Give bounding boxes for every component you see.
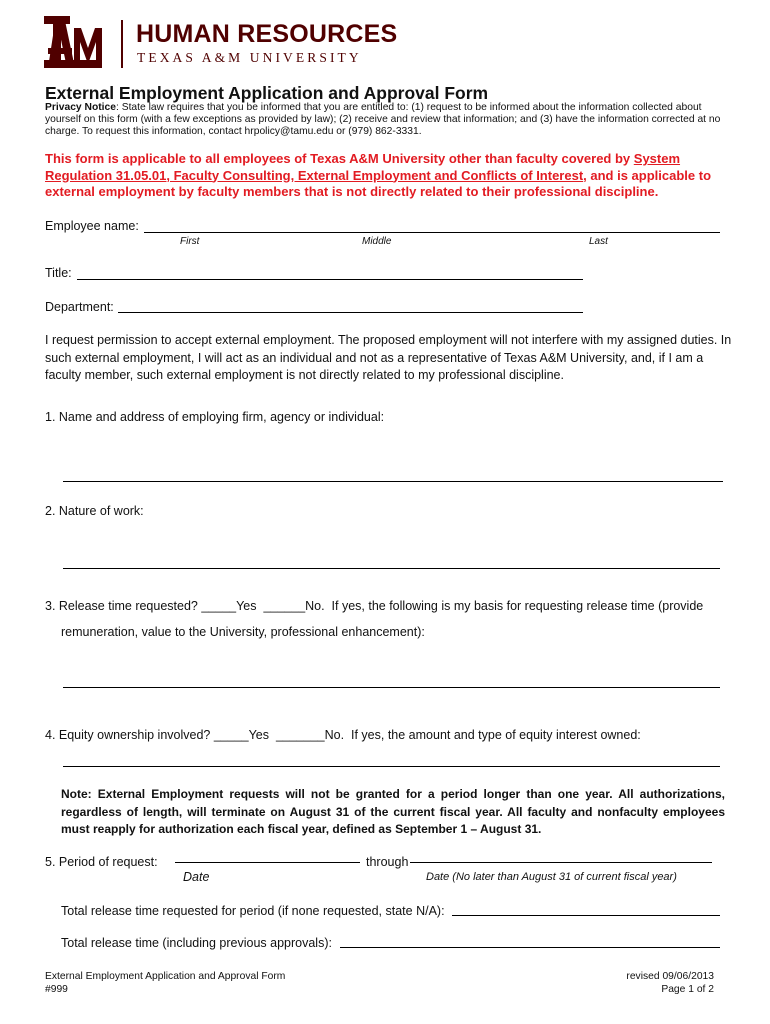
total-release-label: Total release time requested for period (if none requested, state N/A): <box>61 904 445 918</box>
org-subtitle: TEXAS A&M UNIVERSITY <box>137 50 362 65</box>
header-divider <box>121 20 123 68</box>
form-title: External Employment Application and Approval Form <box>45 83 489 103</box>
end-date-caption: Date (No later than August 31 of current fiscal year) <box>426 871 677 883</box>
question-4-label: 4. Equity ownership involved? _____Yes _______No. If yes, the amount and type of equity interest owned: <box>45 728 641 742</box>
footer-right <box>626 971 714 996</box>
question-4-field[interactable] <box>63 766 720 767</box>
employee-name-field[interactable] <box>144 232 720 233</box>
employee-name-label: Employee name: <box>45 219 139 233</box>
footer-form-name: External Employment Application and Approval Form <box>45 971 286 982</box>
period-start-field[interactable] <box>175 862 360 863</box>
footer-left <box>45 971 285 996</box>
footer-form-number: #999 <box>45 983 68 995</box>
middle-name-caption: Middle <box>362 236 392 247</box>
privacy-text: : State law requires that you be informed that you are entitled to: (1) request to be informed about the information collected about yourself on this form (with a few exceptions as provided by law); (2) receive and review that information; and (3) have the information corrected at no charge. To request this information, contact hrpolicy@tamu.edu or (979) 862-3331. <box>45 102 721 138</box>
question-2-field[interactable] <box>63 568 720 569</box>
atm-logo-icon <box>42 14 104 70</box>
applicability-pre: This form is applicable to all employees of Texas A&M University other than faculty covered by <box>45 151 634 166</box>
period-end-field[interactable] <box>410 862 712 863</box>
question-3-continued: remuneration, value to the University, professional enhancement): <box>61 625 425 639</box>
system-regulation-link[interactable]: System Regulation 31.05.01, Faculty Consulting, External Employment and Conflicts of Interest <box>45 151 681 183</box>
request-paragraph: I request permission to accept external employment. The proposed employment will not interfere with my assigned duties. In such external employment, I will act as an individual and not as a representative of Texas A&M University, and, if I am a faculty member, such external employment is not directly related to my professional discipline. <box>45 333 732 382</box>
through-label: through <box>366 855 409 869</box>
start-date-caption: Date <box>183 870 210 884</box>
org-title: HUMAN RESOURCES <box>136 20 398 48</box>
applicability-post: , and is applicable to external employment by faculty members that is not directly related to their professional discipline. <box>45 167 712 199</box>
authorization-note: Note: External Employment requests will not be granted for a period longer than one year. All authorizations, regardless of length, will terminate on August 31 of the current fiscal year. All faculty and nonfaculty employees must reapply for authorization each fiscal year, defined as September 1 – August 31. <box>61 787 725 836</box>
last-name-caption: Last <box>589 236 608 247</box>
question-3-label: 3. Release time requested? _____Yes ______No. If yes, the following is my basis for requesting release time (provide <box>45 599 704 613</box>
privacy-label: Privacy Notice <box>45 102 116 113</box>
footer-page-number: Page 1 of 2 <box>661 983 714 995</box>
title-label: Title: <box>45 266 72 280</box>
total-release-previous-label: Total release time (including previous approvals): <box>61 936 332 950</box>
department-field[interactable] <box>118 312 583 313</box>
question-1-label: 1. Name and address of employing firm, agency or individual: <box>45 410 385 424</box>
applicability-statement <box>45 151 730 201</box>
question-2-label: 2. Nature of work: <box>45 504 144 518</box>
question-1-field[interactable] <box>63 481 723 482</box>
total-release-previous-field[interactable] <box>340 947 720 948</box>
department-label: Department: <box>45 300 114 314</box>
title-field[interactable] <box>77 279 583 280</box>
footer-revised-date: revised 09/06/2013 <box>626 971 714 982</box>
total-release-field[interactable] <box>452 915 720 916</box>
question-3-field[interactable] <box>63 687 720 688</box>
privacy-notice <box>45 102 725 139</box>
question-5-label: 5. Period of request: <box>45 855 158 869</box>
first-name-caption: First <box>180 236 200 247</box>
